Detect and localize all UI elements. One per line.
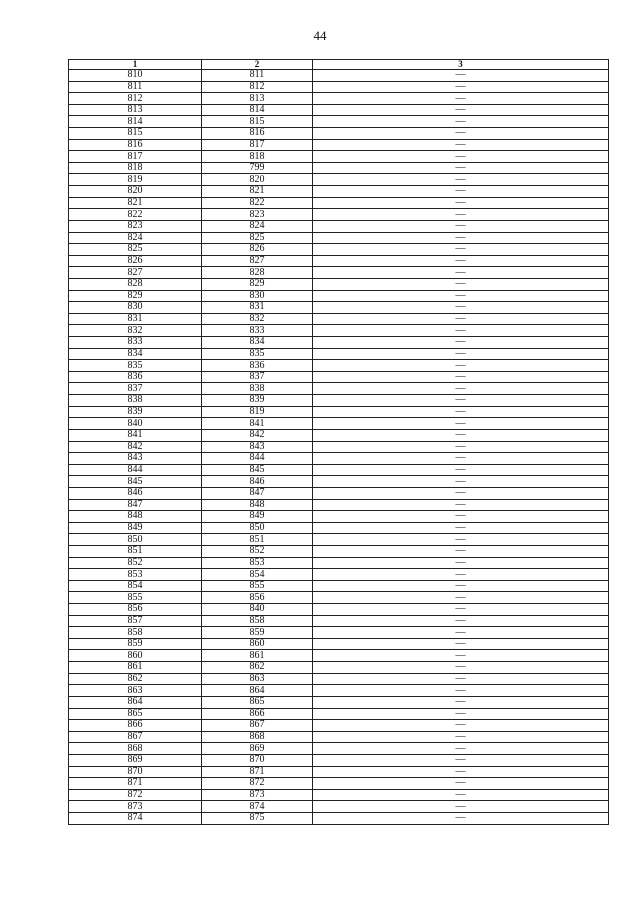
table-cell-col2: 849 xyxy=(202,511,313,523)
table-cell-col3: — xyxy=(313,580,609,592)
table-cell-col2: 852 xyxy=(202,545,313,557)
table-cell-col3: — xyxy=(313,604,609,616)
table-cell-col3: — xyxy=(313,232,609,244)
table-cell-col2: 841 xyxy=(202,418,313,430)
table-row xyxy=(69,534,609,546)
table-cell-col1: 842 xyxy=(69,441,202,453)
table-cell-col3: — xyxy=(313,766,609,778)
table-cell-col1: 851 xyxy=(69,545,202,557)
table-cell-col3: — xyxy=(313,70,609,82)
table-cell-col3: — xyxy=(313,743,609,755)
table-cell-col2: 855 xyxy=(202,580,313,592)
table-cell-col1: 822 xyxy=(69,209,202,221)
table-cell-col2: 830 xyxy=(202,290,313,302)
table-cell-col2: 815 xyxy=(202,116,313,128)
table-cell-col2: 872 xyxy=(202,778,313,790)
table-cell-col3: — xyxy=(313,464,609,476)
table-cell-col3: — xyxy=(313,685,609,697)
table-cell-col3: — xyxy=(313,325,609,337)
table-cell-col3: — xyxy=(313,151,609,163)
table-cell-col3: — xyxy=(313,696,609,708)
table-row xyxy=(69,476,609,488)
table-cell-col1: 823 xyxy=(69,220,202,232)
table-row xyxy=(69,604,609,616)
table-cell-col1: 831 xyxy=(69,313,202,325)
table-row xyxy=(69,429,609,441)
table-cell-col3: — xyxy=(313,302,609,314)
table-cell-col3: — xyxy=(313,174,609,186)
table-row xyxy=(69,186,609,198)
column-header-2: 2 xyxy=(202,60,313,70)
table-row xyxy=(69,255,609,267)
table-cell-col1: 838 xyxy=(69,395,202,407)
table-cell-col1: 834 xyxy=(69,348,202,360)
table-cell-col1: 813 xyxy=(69,104,202,116)
column-header-1: 1 xyxy=(69,60,202,70)
table-cell-col3: — xyxy=(313,522,609,534)
table-cell-col1: 816 xyxy=(69,139,202,151)
table-cell-col2: 833 xyxy=(202,325,313,337)
table-cell-col1: 859 xyxy=(69,638,202,650)
table-cell-col1: 868 xyxy=(69,743,202,755)
table-cell-col1: 844 xyxy=(69,464,202,476)
table-cell-col2: 799 xyxy=(202,162,313,174)
table-row xyxy=(69,70,609,82)
table-row xyxy=(69,778,609,790)
table-cell-col1: 866 xyxy=(69,720,202,732)
table-cell-col1: 856 xyxy=(69,604,202,616)
table-row xyxy=(69,174,609,186)
table-cell-col3: — xyxy=(313,81,609,93)
table-row xyxy=(69,708,609,720)
table-row xyxy=(69,220,609,232)
table-cell-col1: 871 xyxy=(69,778,202,790)
table-cell-col1: 848 xyxy=(69,511,202,523)
table-cell-col3: — xyxy=(313,673,609,685)
table-cell-col1: 814 xyxy=(69,116,202,128)
table-cell-col3: — xyxy=(313,720,609,732)
table-cell-col3: — xyxy=(313,337,609,349)
table-cell-col2: 816 xyxy=(202,128,313,140)
table-cell-col2: 875 xyxy=(202,813,313,825)
table-cell-col1: 815 xyxy=(69,128,202,140)
table-cell-col3: — xyxy=(313,220,609,232)
table-cell-col2: 873 xyxy=(202,789,313,801)
table-cell-col2: 813 xyxy=(202,93,313,105)
table-cell-col2: 842 xyxy=(202,429,313,441)
table-cell-col3: — xyxy=(313,406,609,418)
table-row xyxy=(69,93,609,105)
table-body xyxy=(69,70,609,825)
table-cell-col1: 867 xyxy=(69,731,202,743)
table-row xyxy=(69,487,609,499)
table-cell-col1: 861 xyxy=(69,662,202,674)
table-cell-col1: 862 xyxy=(69,673,202,685)
table-row xyxy=(69,627,609,639)
table-row xyxy=(69,650,609,662)
table-cell-col3: — xyxy=(313,418,609,430)
table-cell-col2: 859 xyxy=(202,627,313,639)
table-row xyxy=(69,360,609,372)
table-cell-col2: 863 xyxy=(202,673,313,685)
table-cell-col3: — xyxy=(313,638,609,650)
table-cell-col1: 811 xyxy=(69,81,202,93)
table-cell-col3: — xyxy=(313,278,609,290)
table-cell-col3: — xyxy=(313,139,609,151)
table-cell-col1: 852 xyxy=(69,557,202,569)
table-cell-col3: — xyxy=(313,360,609,372)
table-cell-col2: 835 xyxy=(202,348,313,360)
table-cell-col3: — xyxy=(313,557,609,569)
table-cell-col1: 847 xyxy=(69,499,202,511)
table-cell-col3: — xyxy=(313,615,609,627)
table-cell-col3: — xyxy=(313,441,609,453)
table-cell-col2: 818 xyxy=(202,151,313,163)
table-row xyxy=(69,104,609,116)
table-row xyxy=(69,453,609,465)
table-cell-col3: — xyxy=(313,499,609,511)
table-cell-col3: — xyxy=(313,313,609,325)
table-cell-col3: — xyxy=(313,383,609,395)
table-cell-col2: 868 xyxy=(202,731,313,743)
table-row xyxy=(69,522,609,534)
table-cell-col3: — xyxy=(313,789,609,801)
table-cell-col1: 824 xyxy=(69,232,202,244)
table-row xyxy=(69,232,609,244)
table-cell-col1: 835 xyxy=(69,360,202,372)
table-row xyxy=(69,766,609,778)
table-cell-col2: 811 xyxy=(202,70,313,82)
table-cell-col3: — xyxy=(313,487,609,499)
table-cell-col2: 817 xyxy=(202,139,313,151)
table-cell-col3: — xyxy=(313,453,609,465)
table-cell-col1: 845 xyxy=(69,476,202,488)
table-cell-col1: 810 xyxy=(69,70,202,82)
table-cell-col1: 818 xyxy=(69,162,202,174)
table-row xyxy=(69,638,609,650)
table-cell-col2: 824 xyxy=(202,220,313,232)
table-cell-col3: — xyxy=(313,650,609,662)
table-row xyxy=(69,754,609,766)
table-row xyxy=(69,325,609,337)
table-row xyxy=(69,383,609,395)
table-cell-col3: — xyxy=(313,395,609,407)
table-cell-col2: 820 xyxy=(202,174,313,186)
table-cell-col2: 850 xyxy=(202,522,313,534)
table-cell-col2: 848 xyxy=(202,499,313,511)
table-row xyxy=(69,464,609,476)
table-cell-col3: — xyxy=(313,128,609,140)
table-cell-col1: 839 xyxy=(69,406,202,418)
table-cell-col1: 850 xyxy=(69,534,202,546)
table-cell-col1: 855 xyxy=(69,592,202,604)
table-cell-col3: — xyxy=(313,162,609,174)
table-cell-col1: 858 xyxy=(69,627,202,639)
table-cell-col3: — xyxy=(313,592,609,604)
table-cell-col2: 866 xyxy=(202,708,313,720)
header-row xyxy=(69,60,609,70)
table-cell-col2: 831 xyxy=(202,302,313,314)
table-cell-col2: 854 xyxy=(202,569,313,581)
table-row xyxy=(69,371,609,383)
table-cell-col2: 846 xyxy=(202,476,313,488)
table-cell-col3: — xyxy=(313,778,609,790)
table-cell-col3: — xyxy=(313,801,609,813)
table-row xyxy=(69,569,609,581)
table-cell-col1: 833 xyxy=(69,337,202,349)
table-cell-col1: 869 xyxy=(69,754,202,766)
column-header-3: 3 xyxy=(313,60,609,70)
table-row xyxy=(69,151,609,163)
table-cell-col3: — xyxy=(313,627,609,639)
table-cell-col2: 851 xyxy=(202,534,313,546)
table-cell-col2: 839 xyxy=(202,395,313,407)
table-row xyxy=(69,801,609,813)
table-cell-col3: — xyxy=(313,731,609,743)
table-row xyxy=(69,499,609,511)
table-cell-col3: — xyxy=(313,197,609,209)
table-row xyxy=(69,337,609,349)
table-cell-col2: 871 xyxy=(202,766,313,778)
table-row xyxy=(69,244,609,256)
table-cell-col3: — xyxy=(313,93,609,105)
table-cell-col2: 860 xyxy=(202,638,313,650)
table-cell-col1: 857 xyxy=(69,615,202,627)
table-row xyxy=(69,592,609,604)
table-row xyxy=(69,313,609,325)
table-row xyxy=(69,418,609,430)
table-cell-col1: 812 xyxy=(69,93,202,105)
table-row xyxy=(69,545,609,557)
table-cell-col2: 812 xyxy=(202,81,313,93)
table-cell-col2: 814 xyxy=(202,104,313,116)
table-cell-col2: 840 xyxy=(202,604,313,616)
table-cell-col3: — xyxy=(313,813,609,825)
table-cell-col1: 860 xyxy=(69,650,202,662)
table-cell-col1: 830 xyxy=(69,302,202,314)
table-row xyxy=(69,139,609,151)
table-cell-col1: 843 xyxy=(69,453,202,465)
table-cell-col2: 826 xyxy=(202,244,313,256)
table-row xyxy=(69,348,609,360)
table-cell-col1: 874 xyxy=(69,813,202,825)
table-cell-col3: — xyxy=(313,348,609,360)
table-cell-col1: 849 xyxy=(69,522,202,534)
table-cell-col3: — xyxy=(313,186,609,198)
table-cell-col1: 853 xyxy=(69,569,202,581)
table-cell-col1: 829 xyxy=(69,290,202,302)
table-cell-col2: 858 xyxy=(202,615,313,627)
table-cell-col1: 872 xyxy=(69,789,202,801)
table-cell-col3: — xyxy=(313,371,609,383)
table-row xyxy=(69,128,609,140)
table-cell-col1: 819 xyxy=(69,174,202,186)
table-cell-col2: 869 xyxy=(202,743,313,755)
table-cell-col2: 828 xyxy=(202,267,313,279)
table-cell-col2: 844 xyxy=(202,453,313,465)
table-cell-col3: — xyxy=(313,534,609,546)
table-cell-col1: 825 xyxy=(69,244,202,256)
table-cell-col1: 837 xyxy=(69,383,202,395)
table-cell-col1: 873 xyxy=(69,801,202,813)
table-cell-col1: 817 xyxy=(69,151,202,163)
table-row xyxy=(69,267,609,279)
table-cell-col1: 863 xyxy=(69,685,202,697)
table-cell-col1: 827 xyxy=(69,267,202,279)
table-row xyxy=(69,813,609,825)
table-cell-col2: 822 xyxy=(202,197,313,209)
table-row xyxy=(69,197,609,209)
table-cell-col3: — xyxy=(313,708,609,720)
table-cell-col1: 865 xyxy=(69,708,202,720)
table-cell-col2: 853 xyxy=(202,557,313,569)
table-cell-col1: 854 xyxy=(69,580,202,592)
table-cell-col1: 828 xyxy=(69,278,202,290)
table-cell-col1: 826 xyxy=(69,255,202,267)
table-row xyxy=(69,162,609,174)
table-row xyxy=(69,557,609,569)
table-cell-col1: 820 xyxy=(69,186,202,198)
table-cell-col1: 836 xyxy=(69,371,202,383)
page-number: 44 xyxy=(313,28,327,43)
table-row xyxy=(69,673,609,685)
table-row xyxy=(69,116,609,128)
table-cell-col3: — xyxy=(313,290,609,302)
table-cell-col3: — xyxy=(313,511,609,523)
table-row xyxy=(69,662,609,674)
table-row xyxy=(69,696,609,708)
table-cell-col2: 819 xyxy=(202,406,313,418)
table-cell-col3: — xyxy=(313,476,609,488)
table-cell-col2: 870 xyxy=(202,754,313,766)
table-cell-col2: 827 xyxy=(202,255,313,267)
table-cell-col2: 874 xyxy=(202,801,313,813)
table-cell-col2: 847 xyxy=(202,487,313,499)
table-row xyxy=(69,731,609,743)
table-cell-col3: — xyxy=(313,209,609,221)
table-cell-col1: 832 xyxy=(69,325,202,337)
data-table xyxy=(68,59,609,825)
table-cell-col3: — xyxy=(313,545,609,557)
table-row xyxy=(69,209,609,221)
table-cell-col2: 845 xyxy=(202,464,313,476)
table-cell-col1: 821 xyxy=(69,197,202,209)
table-cell-col3: — xyxy=(313,569,609,581)
table-row xyxy=(69,278,609,290)
table-cell-col3: — xyxy=(313,104,609,116)
table-cell-col3: — xyxy=(313,255,609,267)
table-row xyxy=(69,789,609,801)
table-cell-col2: 838 xyxy=(202,383,313,395)
table-cell-col1: 864 xyxy=(69,696,202,708)
table-cell-col2: 836 xyxy=(202,360,313,372)
table-cell-col3: — xyxy=(313,754,609,766)
table-cell-col2: 864 xyxy=(202,685,313,697)
table-cell-col2: 862 xyxy=(202,662,313,674)
table-cell-col2: 834 xyxy=(202,337,313,349)
table-cell-col2: 829 xyxy=(202,278,313,290)
table-cell-col3: — xyxy=(313,244,609,256)
table-cell-col2: 823 xyxy=(202,209,313,221)
table-row xyxy=(69,615,609,627)
table-row xyxy=(69,685,609,697)
table-cell-col2: 837 xyxy=(202,371,313,383)
table-row xyxy=(69,743,609,755)
table-cell-col3: — xyxy=(313,662,609,674)
table-cell-col2: 865 xyxy=(202,696,313,708)
table-cell-col3: — xyxy=(313,267,609,279)
table-cell-col3: — xyxy=(313,429,609,441)
table-cell-col2: 832 xyxy=(202,313,313,325)
table-row xyxy=(69,441,609,453)
table-cell-col2: 867 xyxy=(202,720,313,732)
table-cell-col2: 861 xyxy=(202,650,313,662)
table-row xyxy=(69,511,609,523)
table-row xyxy=(69,395,609,407)
table-row xyxy=(69,302,609,314)
table-cell-col3: — xyxy=(313,116,609,128)
table-cell-col2: 856 xyxy=(202,592,313,604)
table-cell-col1: 841 xyxy=(69,429,202,441)
table-row xyxy=(69,406,609,418)
table-row xyxy=(69,580,609,592)
table-row xyxy=(69,81,609,93)
table-cell-col2: 821 xyxy=(202,186,313,198)
table-row xyxy=(69,720,609,732)
table-cell-col1: 846 xyxy=(69,487,202,499)
table-cell-col2: 825 xyxy=(202,232,313,244)
table-row xyxy=(69,290,609,302)
table-cell-col1: 870 xyxy=(69,766,202,778)
table-cell-col1: 840 xyxy=(69,418,202,430)
table-cell-col2: 843 xyxy=(202,441,313,453)
